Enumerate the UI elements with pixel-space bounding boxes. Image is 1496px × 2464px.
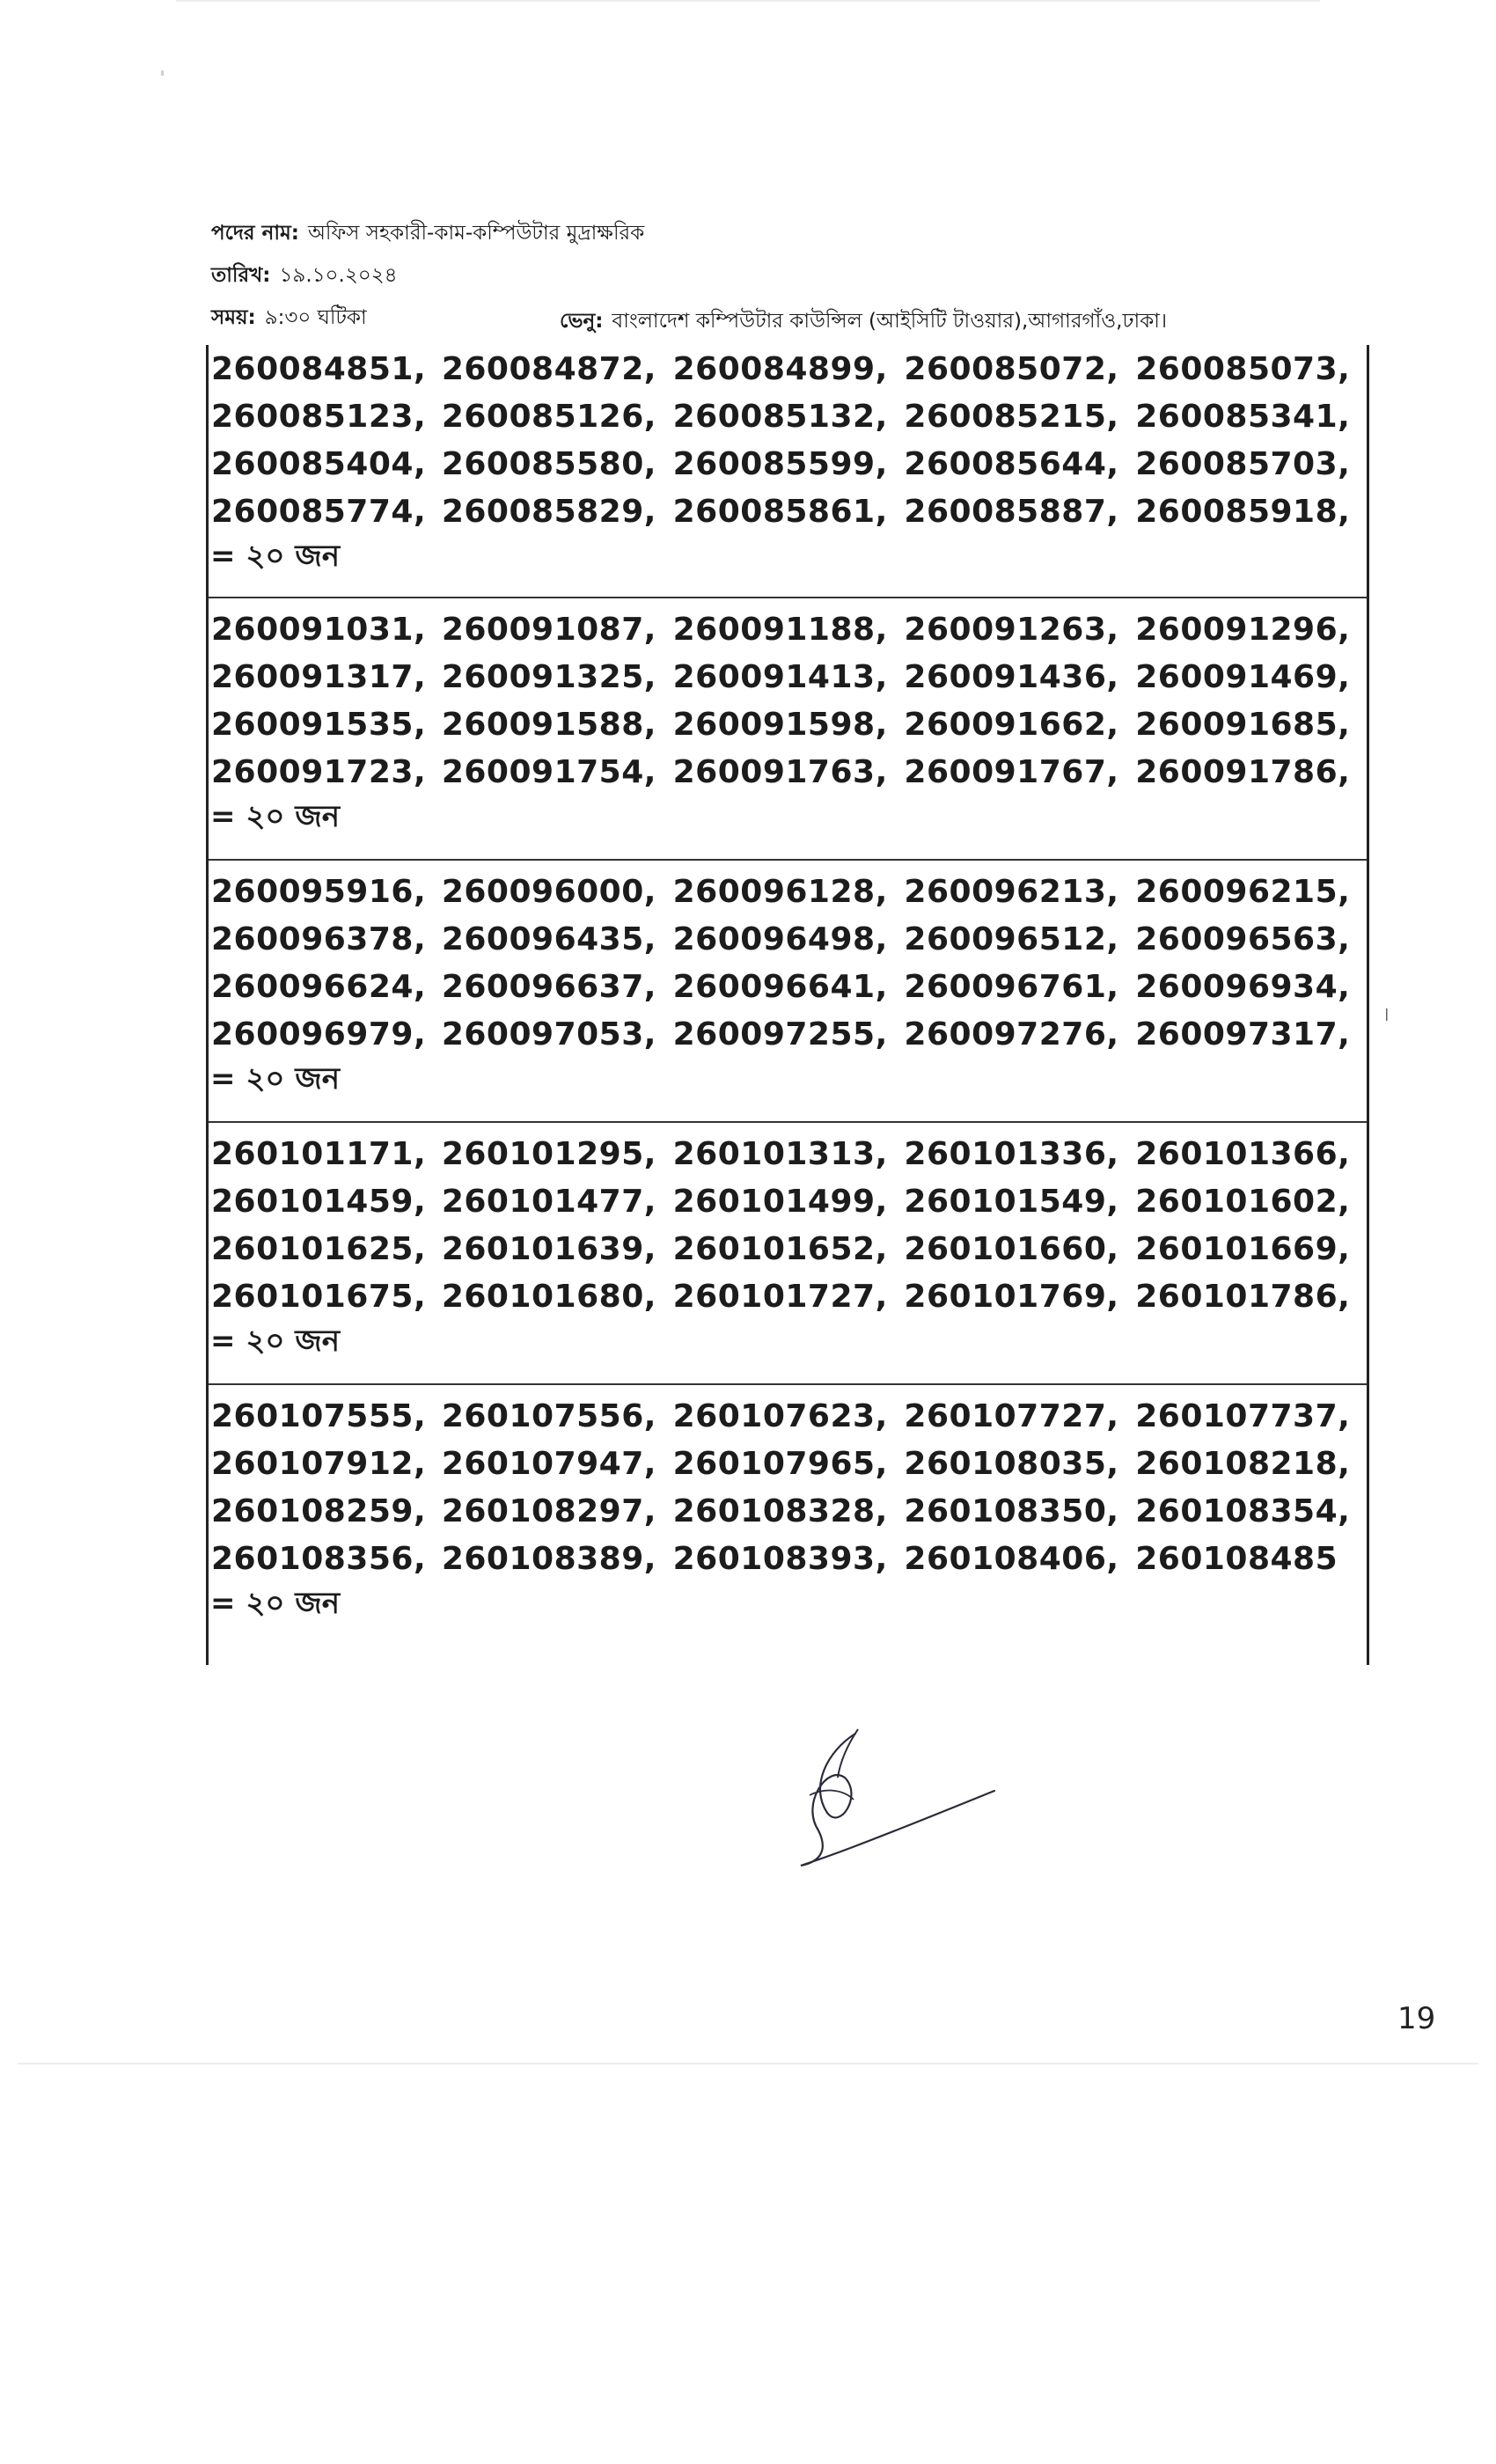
roll-number: 260091662,	[904, 706, 1119, 743]
roll-row	[209, 1272, 1367, 1320]
venue-label: ভেনু:	[560, 310, 604, 333]
roll-number: 260091325,	[441, 658, 656, 695]
roll-number: 260085580,	[441, 445, 656, 482]
roll-row	[209, 1535, 1367, 1582]
roll-number: 260108389,	[441, 1540, 656, 1577]
roll-number: 260107556,	[441, 1397, 656, 1434]
roll-number: 260084851,	[211, 350, 427, 387]
roll-number: 260085215,	[904, 398, 1119, 435]
roll-number: 260108328,	[672, 1492, 888, 1529]
roll-number: 260091685,	[1135, 706, 1351, 743]
roll-number: 260101602,	[1135, 1183, 1351, 1220]
group-divider	[209, 597, 1367, 598]
roll-number: 260085132,	[672, 398, 888, 435]
roll-number: 260107947,	[441, 1445, 656, 1482]
post-name-line	[211, 216, 644, 251]
roll-number: 260107912,	[211, 1445, 427, 1482]
roll-number: 260108297,	[441, 1492, 656, 1529]
roll-row	[209, 392, 1367, 440]
roll-number: 260108406,	[904, 1540, 1119, 1577]
roll-number: 260101769,	[904, 1278, 1119, 1315]
roll-number: 260091535,	[211, 706, 427, 743]
roll-number: 260096215,	[1135, 873, 1351, 910]
roll-number: 260101727,	[672, 1278, 888, 1315]
group-divider	[209, 1121, 1367, 1123]
group-count: = ২০ জন	[210, 1323, 341, 1359]
roll-row	[209, 1130, 1367, 1177]
group-divider	[209, 859, 1367, 861]
roll-number: 260085829,	[441, 493, 656, 530]
exam-date-label: তারিখ:	[211, 264, 271, 287]
roll-group	[209, 345, 1367, 581]
roll-number: 260096637,	[441, 968, 656, 1005]
roll-row	[209, 1440, 1367, 1487]
roll-number: 260096378,	[211, 920, 427, 957]
group-count: = ২০ জন	[210, 1060, 341, 1096]
roll-row	[209, 488, 1367, 535]
roll-number: 260097317,	[1135, 1016, 1351, 1052]
roll-number: 260096000,	[441, 873, 656, 910]
group-count: = ২০ জন	[210, 538, 341, 574]
roll-number: 260091588,	[441, 706, 656, 743]
roll-number: 260108259,	[211, 1492, 427, 1529]
roll-number: 260101295,	[441, 1135, 656, 1172]
roll-number: 260085072,	[904, 350, 1119, 387]
roll-number: 260096435,	[441, 920, 656, 957]
roll-number: 260085126,	[441, 398, 656, 435]
roll-row	[209, 1392, 1367, 1440]
roll-number: 260091317,	[211, 658, 427, 695]
roll-row	[209, 653, 1367, 700]
roll-number: 260085774,	[211, 493, 427, 530]
roll-number: 260095916,	[211, 873, 427, 910]
roll-number: 260096979,	[211, 1016, 427, 1052]
roll-row	[209, 1010, 1367, 1058]
roll-number: 260108356,	[211, 1540, 427, 1577]
roll-number: 260085887,	[904, 493, 1119, 530]
roll-number: 260084899,	[672, 350, 888, 387]
scan-edge-bottom	[18, 2063, 1478, 2064]
roll-number: 260107737,	[1135, 1397, 1351, 1434]
roll-row	[209, 440, 1367, 488]
roll-number: 260085703,	[1135, 445, 1351, 482]
roll-number: 260085918,	[1135, 493, 1351, 530]
roll-number: 260101680,	[441, 1278, 656, 1315]
roll-number: 260108393,	[672, 1540, 888, 1577]
roll-row	[209, 963, 1367, 1010]
roll-number: 260108035,	[904, 1445, 1119, 1482]
exam-time-label: সময়:	[211, 306, 256, 329]
roll-number: 260101313,	[672, 1135, 888, 1172]
roll-row	[209, 1487, 1367, 1535]
roll-number: 260091413,	[672, 658, 888, 695]
roll-number: 260107965,	[672, 1445, 888, 1482]
roll-number: 260101171,	[211, 1135, 427, 1172]
roll-number: 260085599,	[672, 445, 888, 482]
roll-row	[209, 915, 1367, 963]
roll-number: 260097276,	[904, 1016, 1119, 1052]
roll-number: 260091031,	[211, 611, 427, 648]
roll-number: 260085073,	[1135, 350, 1351, 387]
roll-number: 260091263,	[904, 611, 1119, 648]
stray-mark: ৷	[1385, 1004, 1389, 1026]
roll-number: 260101499,	[672, 1183, 888, 1220]
roll-number: 260085341,	[1135, 398, 1351, 435]
roll-row	[209, 345, 1367, 392]
roll-number: 260097053,	[441, 1016, 656, 1052]
venue-line	[560, 304, 1167, 339]
roll-number: 260108354,	[1135, 1492, 1351, 1529]
roll-row	[209, 748, 1367, 796]
roll-number-table	[206, 345, 1369, 1665]
signature	[774, 1716, 1003, 1874]
roll-number: 260101459,	[211, 1183, 427, 1220]
roll-number: 260101669,	[1135, 1230, 1351, 1267]
scan-speck	[161, 70, 164, 76]
roll-number: 260085861,	[672, 493, 888, 530]
roll-number: 260101786,	[1135, 1278, 1351, 1315]
roll-group	[209, 1130, 1367, 1366]
post-name-value: অফিস সহকারী-কাম-কম্পিউটার মুদ্রাক্ষরিক	[307, 222, 645, 245]
roll-number: 260101366,	[1135, 1135, 1351, 1172]
roll-number: 260101660,	[904, 1230, 1119, 1267]
roll-number: 260096128,	[672, 873, 888, 910]
roll-number: 260085123,	[211, 398, 427, 435]
exam-time-value: ৯:৩০ ঘটিকা	[264, 306, 367, 329]
roll-group	[209, 868, 1367, 1104]
roll-row	[209, 1225, 1367, 1272]
roll-number: 260096624,	[211, 968, 427, 1005]
group-count: = ২০ জন	[210, 1585, 341, 1621]
roll-number: 260096934,	[1135, 968, 1351, 1005]
exam-date-value: ১৯.১০.২০২৪	[279, 264, 398, 287]
roll-number: 260108218,	[1135, 1445, 1351, 1482]
roll-number: 260101336,	[904, 1135, 1119, 1172]
roll-number: 260108350,	[904, 1492, 1119, 1529]
exam-date-line	[211, 259, 398, 293]
venue-value: বাংলাদেশ কম্পিউটার কাউন্সিল (আইসিটি টাওয়ার),আগারগাঁও,ঢাকা।	[612, 310, 1168, 333]
group-count: = ২০ জন	[210, 798, 341, 834]
roll-number: 260096563,	[1135, 920, 1351, 957]
roll-number: 260091786,	[1135, 753, 1351, 790]
roll-group	[209, 605, 1367, 841]
roll-number: 260096498,	[672, 920, 888, 957]
roll-number: 260091087,	[441, 611, 656, 648]
roll-row	[209, 1177, 1367, 1225]
roll-number: 260091754,	[441, 753, 656, 790]
roll-number: 260101652,	[672, 1230, 888, 1267]
roll-number: 260091763,	[672, 753, 888, 790]
table-right-border	[1367, 345, 1369, 1665]
roll-number: 260091436,	[904, 658, 1119, 695]
roll-number: 260096213,	[904, 873, 1119, 910]
roll-number: 260101675,	[211, 1278, 427, 1315]
roll-number: 260108485	[1135, 1540, 1338, 1577]
roll-number: 260101625,	[211, 1230, 427, 1267]
roll-number: 260101549,	[904, 1183, 1119, 1220]
roll-number: 260091767,	[904, 753, 1119, 790]
roll-row	[209, 868, 1367, 915]
roll-number: 260091723,	[211, 753, 427, 790]
roll-number: 260091598,	[672, 706, 888, 743]
roll-number: 260101477,	[441, 1183, 656, 1220]
roll-number: 260107555,	[211, 1397, 427, 1434]
roll-number: 260084872,	[441, 350, 656, 387]
roll-number: 260096761,	[904, 968, 1119, 1005]
roll-group	[209, 1392, 1367, 1628]
post-name-label: পদের নাম:	[211, 222, 299, 245]
roll-number: 260101639,	[441, 1230, 656, 1267]
roll-number: 260097255,	[672, 1016, 888, 1052]
group-divider	[209, 1383, 1367, 1385]
roll-number: 260091469,	[1135, 658, 1351, 695]
roll-row	[209, 700, 1367, 748]
scan-edge-top	[176, 0, 1320, 2]
roll-number: 260107623,	[672, 1397, 888, 1434]
roll-row	[209, 605, 1367, 653]
page-number: 19	[1397, 2001, 1436, 2036]
roll-number: 260085644,	[904, 445, 1119, 482]
roll-number: 260091188,	[672, 611, 888, 648]
roll-number: 260096641,	[672, 968, 888, 1005]
roll-number: 260107727,	[904, 1397, 1119, 1434]
exam-time-line	[211, 301, 367, 335]
roll-number: 260085404,	[211, 445, 427, 482]
roll-number: 260091296,	[1135, 611, 1351, 648]
roll-number: 260096512,	[904, 920, 1119, 957]
